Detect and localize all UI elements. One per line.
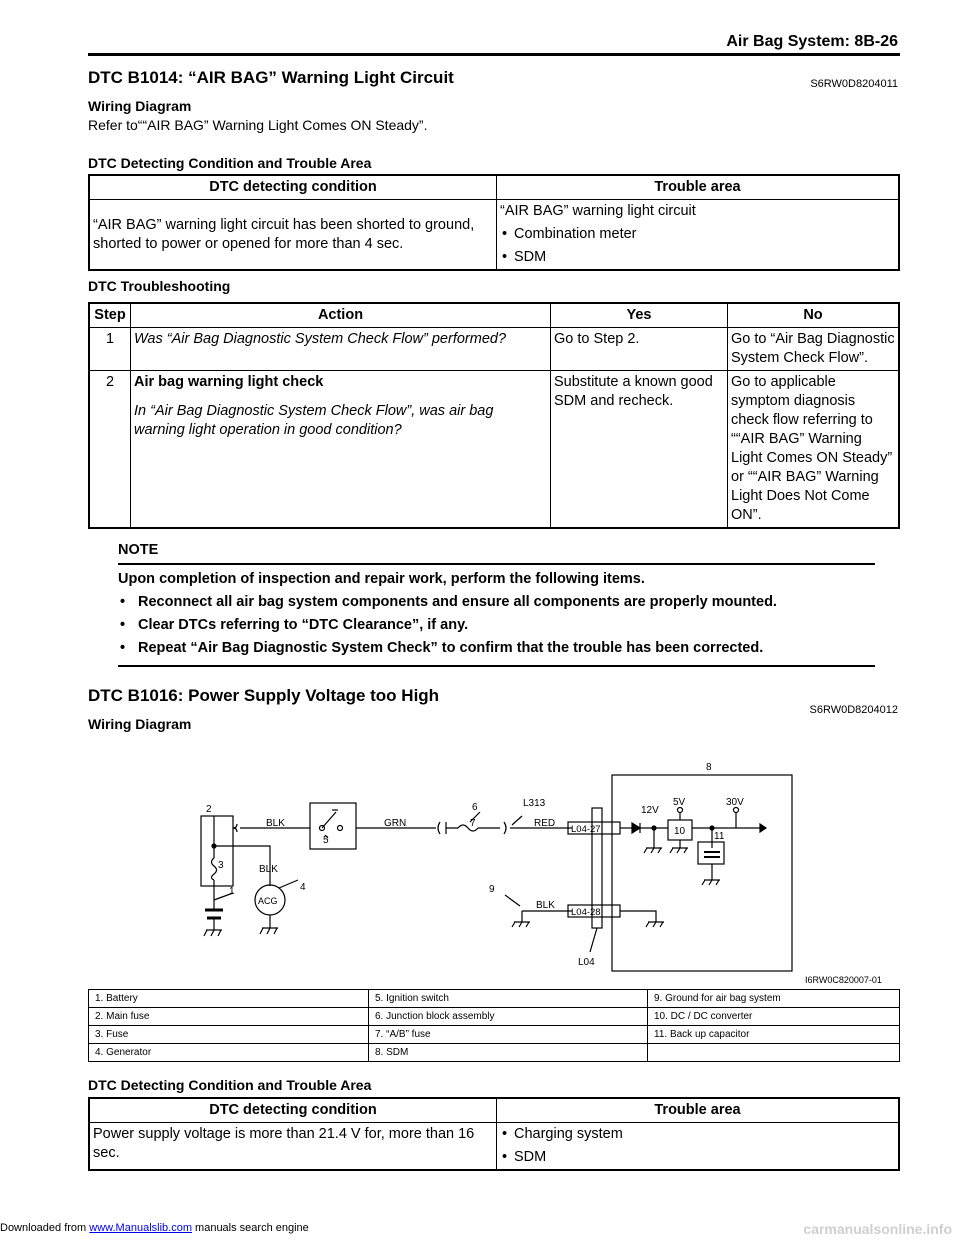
ts-no: Go to applicable symptom diagnosis check flow referring to ““AIR BAG” Warning Light Comes ON Steady” or ““AIR BAG” Warning Light Does Not Come ON”. bbox=[728, 371, 900, 529]
diagram-label: 3 bbox=[218, 860, 224, 871]
legend-cell: 9. Ground for air bag system bbox=[648, 990, 900, 1008]
ts-no: Go to “Air Bag Diagnostic System Check Flow”. bbox=[728, 328, 900, 371]
cond-area-cell bbox=[497, 200, 900, 271]
dtc2-cond-table bbox=[88, 1097, 900, 1171]
ts-yes: Go to Step 2. bbox=[551, 328, 728, 371]
diagram-label: L04-27 bbox=[571, 824, 601, 835]
cond-area-item: • SDM bbox=[500, 248, 895, 267]
diagram-label: BLK bbox=[266, 818, 285, 829]
note-box bbox=[118, 563, 875, 667]
dtc1-cond-heading: DTC Detecting Condition and Trouble Area bbox=[88, 155, 372, 171]
diagram-label: L04-28 bbox=[571, 907, 601, 918]
legend-cell: 8. SDM bbox=[369, 1044, 648, 1062]
diagram-label: GRN bbox=[384, 818, 407, 829]
ts-action: Was “Air Bag Diagnostic System Check Flow” performed? bbox=[131, 328, 551, 371]
cond-header-area: Trouble area bbox=[497, 175, 900, 200]
diagram-label: 12V bbox=[641, 805, 659, 816]
dtc1-wiring-ref: Refer to““AIR BAG” Warning Light Comes ON Steady”. bbox=[88, 117, 428, 133]
page-header-title: Air Bag System: 8B-26 bbox=[726, 33, 898, 50]
ts-action-title: Air bag warning light check bbox=[134, 374, 324, 390]
dtc1-ts-heading: DTC Troubleshooting bbox=[88, 278, 231, 294]
cond-area-cell bbox=[497, 1123, 900, 1171]
footer-prefix: Downloaded from bbox=[0, 1222, 90, 1234]
diagram-label: RED bbox=[534, 818, 556, 829]
note-item: • Reconnect all air bag system components and ensure all components are properly mounted. bbox=[118, 594, 777, 610]
legend-cell: 6. Junction block assembly bbox=[369, 1008, 648, 1026]
ts-yes: Substitute a known good SDM and recheck. bbox=[551, 371, 728, 529]
dtc2-cond-heading: DTC Detecting Condition and Trouble Area bbox=[88, 1077, 372, 1093]
diagram-label: 10 bbox=[674, 826, 686, 837]
figure-id: I6RW0C820007-01 bbox=[805, 975, 882, 985]
dtc2-title: DTC B1016: Power Supply Voltage too High bbox=[88, 686, 440, 705]
cond-header-condition: DTC detecting condition bbox=[89, 1098, 497, 1123]
dtc2-code: S6RW0D8204012 bbox=[809, 704, 898, 716]
diagram-label: BLK bbox=[536, 900, 555, 911]
legend-cell: 2. Main fuse bbox=[89, 1008, 369, 1026]
legend-cell: 7. “A/B” fuse bbox=[369, 1026, 648, 1044]
diagram-label: 7 bbox=[470, 818, 476, 829]
dtc1-title: DTC B1014: “AIR BAG” Warning Light Circuit bbox=[88, 68, 454, 87]
diagram-label: L04 bbox=[578, 957, 595, 968]
legend-cell: 11. Back up capacitor bbox=[648, 1026, 900, 1044]
dtc1-code: S6RW0D8204011 bbox=[810, 78, 898, 90]
cond-area-item: • Combination meter bbox=[500, 225, 895, 244]
note-label: NOTE bbox=[118, 542, 159, 558]
dtc2-wiring-heading: Wiring Diagram bbox=[88, 716, 192, 732]
download-footer bbox=[0, 1222, 309, 1234]
diagram-label: 9 bbox=[489, 884, 495, 895]
diagram-label: ACG bbox=[258, 896, 278, 906]
note-intro: Upon completion of inspection and repair work, perform the following items. bbox=[118, 571, 645, 587]
diagram-label: 8 bbox=[706, 762, 712, 773]
footer-suffix: manuals search engine bbox=[191, 1222, 309, 1234]
legend-cell: 1. Battery bbox=[89, 990, 369, 1008]
ts-action: In “Air Bag Diagnostic System Check Flow”, was air bag warning light operation in good condition? bbox=[134, 403, 494, 438]
header-rule bbox=[88, 53, 900, 56]
ts-step: 2 bbox=[89, 371, 131, 529]
ts-header-step: Step bbox=[89, 303, 131, 328]
cond-condition-cell: “AIR BAG” warning light circuit has been shorted to ground, shorted to power or opened for more than 4 sec. bbox=[89, 200, 497, 271]
cond-header-area: Trouble area bbox=[497, 1098, 900, 1123]
dtc1-wiring-heading: Wiring Diagram bbox=[88, 98, 192, 114]
cond-header-condition: DTC detecting condition bbox=[89, 175, 497, 200]
legend-cell: 4. Generator bbox=[89, 1044, 369, 1062]
watermark: carmanualsonline.info bbox=[803, 1221, 952, 1237]
cond-area-title: “AIR BAG” warning light circuit bbox=[500, 203, 696, 219]
diagram-label: 2 bbox=[206, 804, 212, 815]
legend-cell: 3. Fuse bbox=[89, 1026, 369, 1044]
diagram-label: 6 bbox=[472, 802, 478, 813]
legend-cell: 10. DC / DC converter bbox=[648, 1008, 900, 1026]
diagram-label: 30V bbox=[726, 797, 744, 808]
diagram-label: L313 bbox=[523, 798, 546, 809]
cond-area-item: • Charging system bbox=[500, 1125, 895, 1144]
diagram-legend bbox=[88, 989, 900, 1062]
diagram-label: 1 bbox=[229, 886, 235, 897]
cond-condition-cell: Power supply voltage is more than 21.4 V for, more than 16 sec. bbox=[89, 1123, 497, 1171]
ts-step: 1 bbox=[89, 328, 131, 371]
diagram-label: 11 bbox=[714, 831, 725, 842]
ts-action-cell bbox=[131, 371, 551, 529]
ts-header-no: No bbox=[728, 303, 900, 328]
manualslib-link[interactable]: www.Manualslib.com bbox=[89, 1222, 192, 1234]
ts-header-action: Action bbox=[131, 303, 551, 328]
legend-cell: 5. Ignition switch bbox=[369, 990, 648, 1008]
ts-header-yes: Yes bbox=[551, 303, 728, 328]
note-item: • Repeat “Air Bag Diagnostic System Check” to confirm that the trouble has been corrected. bbox=[118, 640, 763, 656]
diagram-label: 5V bbox=[673, 797, 686, 808]
wiring-diagram bbox=[88, 740, 900, 986]
legend-cell bbox=[648, 1044, 900, 1062]
dtc1-cond-table bbox=[88, 174, 900, 271]
diagram-label: 4 bbox=[300, 882, 306, 893]
cond-area-item: • SDM bbox=[500, 1148, 895, 1167]
diagram-label: BLK bbox=[259, 864, 278, 875]
dtc1-troubleshoot-table bbox=[88, 302, 900, 529]
note-item: • Clear DTCs referring to “DTC Clearance”, if any. bbox=[118, 617, 468, 633]
diagram-label: 5 bbox=[323, 835, 329, 846]
